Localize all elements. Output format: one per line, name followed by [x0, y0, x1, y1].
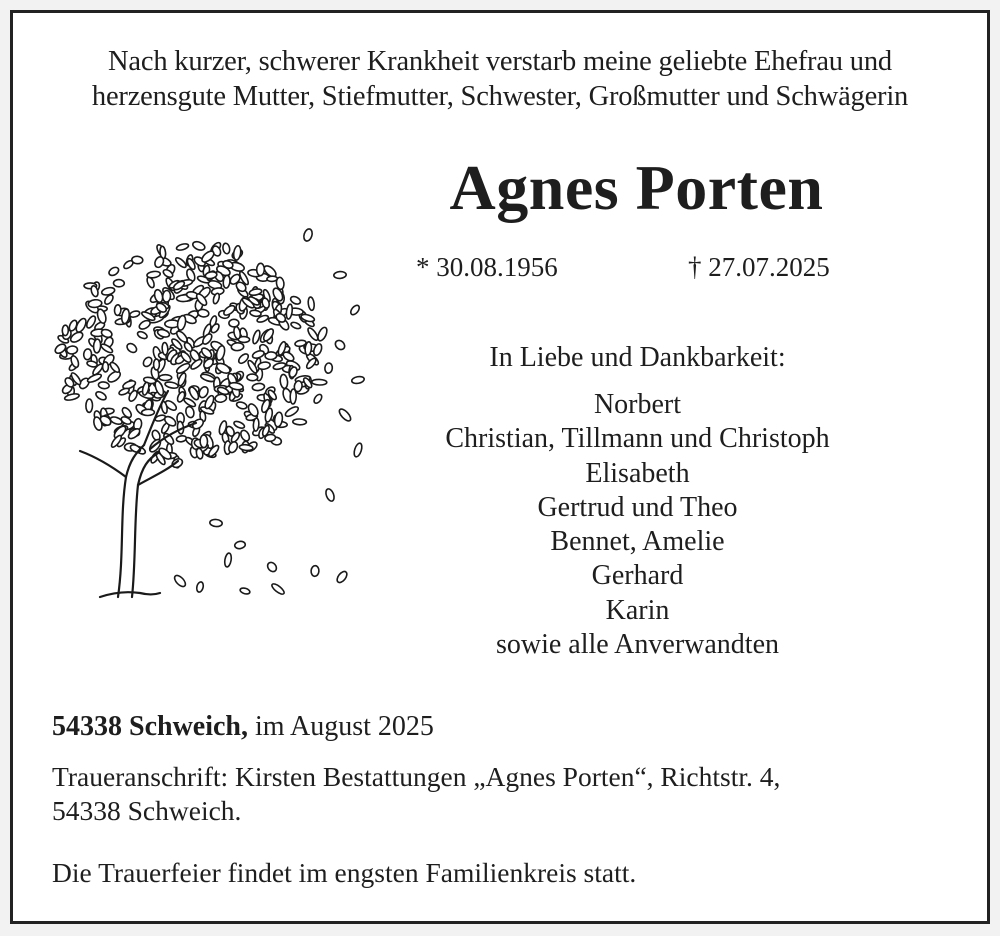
windblown-tree-icon: [40, 215, 370, 605]
mourner-list: [400, 388, 875, 662]
address-line-2: 54338 Schweich.: [52, 795, 242, 826]
intro-text: [0, 44, 1000, 114]
mourner-name: Gertrud und Theo: [537, 491, 738, 523]
mourner-name: Karin: [605, 594, 670, 626]
mourner-name: Bennet, Amelie: [550, 526, 725, 558]
mourning-address: [52, 760, 952, 828]
mourner-name: Norbert: [593, 389, 682, 420]
mourner-name: Elisabeth: [585, 457, 690, 489]
intro-line-1: Nach kurzer, schwerer Krankheit verstarb meine geliebte Ehefrau und: [108, 46, 892, 77]
month-year: im August 2025: [248, 711, 434, 742]
mourner-name: sowie alle Anverwandten: [495, 629, 780, 661]
birth-date: * 30.08.1956: [416, 252, 558, 282]
death-date: † 27.07.2025: [688, 252, 830, 282]
mourner-name: Gerhard: [591, 560, 684, 592]
deceased-name: Agnes Porten: [449, 152, 824, 223]
place-name: 54338 Schweich,: [52, 711, 248, 742]
intro-line-2: herzensgute Mutter, Stiefmutter, Schwester, Großmutter und Schwägerin: [91, 81, 909, 112]
mourner-name: Christian, Tillmann und Christoph: [445, 423, 830, 455]
thanks-heading: In Liebe und Dankbarkeit:: [489, 342, 786, 373]
address-line-1: Traueranschrift: Kirsten Bestattungen „Agnes Porten“, Richtstr. 4,: [52, 761, 781, 792]
ceremony-note: Die Trauerfeier findet im engsten Familienkreis statt.: [52, 857, 637, 888]
place-date-line: [52, 708, 434, 746]
